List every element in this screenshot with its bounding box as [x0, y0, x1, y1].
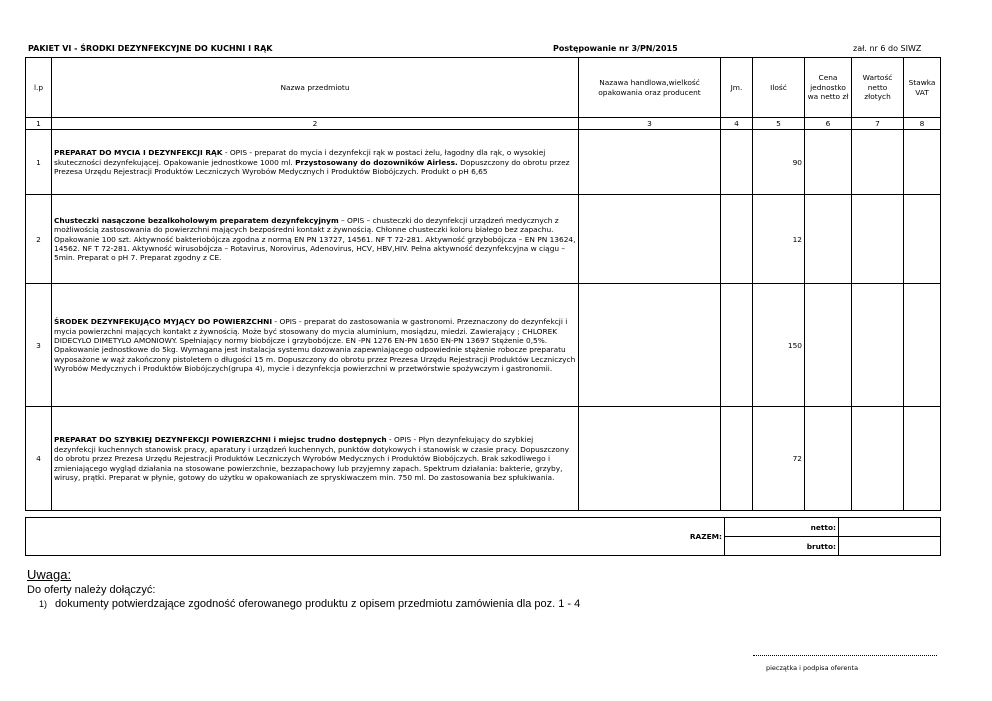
col-number: 7: [852, 118, 904, 130]
row-trade-name-cell[interactable]: [579, 195, 721, 284]
row-price-cell[interactable]: [805, 284, 852, 407]
desc-text: - OPIS - preparat do mycia i dezynfekcji rąk w postaci żelu, łagodny dla rąk, o wysokiej skuteczności dezynfekującej. Opakowanie jednostkowe 1000 ml.: [54, 148, 546, 167]
row-value-cell[interactable]: [852, 195, 904, 284]
row-quantity: 150: [753, 284, 805, 407]
row-trade-name-cell[interactable]: [579, 130, 721, 195]
col-number: 3: [579, 118, 721, 130]
row-unit-cell[interactable]: [721, 284, 753, 407]
desc-text: - OPIS - Płyn dezynfekujący do szybkiej dezynfekcji kuchennych stanowisk pracy, aparatury i urządzeń kuchennych, punktów dotykowych i stanowisk w czasie pracy. Dopuszczony do obrotu przez Prezesa Urzędu Rejestracji Produktów Leczniczych Wyrobów Medycznych i Produktów Biobójczych. Brak szkodliwego i zmieniającego wygląd działania na stosowane powierzchnie, bezzapachowy lub przyjemny zapach. Spektrum działania: bakterie, grzyby, wirusy, prątki. Preparat w płynie, gotowy do użytku w opakowaniach ze spryskiwaczem min. 750 ml. Do zastosowania bez spłukiwania.: [54, 435, 570, 482]
desc-text: – OPIS – chusteczki do dezynfekcji urządzeń medycznych z możliwością zastosowania do powierzchni mających bezpośredni kontakt z żywnością. Chłonne chusteczki koloru białego bez zapachu. Opakowanie 100 szt. Aktywność bakteriobójcza zgodna z normą EN PN 13727, 14561. NF T 72-281. Aktywność grzybobójcza – EN PN 13624, 14562. NF T 72-281. Aktywność wirusobójcza – Rotavirus, Norovirus, Adenovirus, HCV, HBV,HIV. Pełna aktywność dezynfekcyjna w ciągu – 5min. Preparat o pH 7. Preparat zgodny z CE.: [54, 215, 576, 263]
row-description: [52, 130, 579, 195]
col-header-unit-price: Cena jednostko wa netto zł: [805, 58, 852, 118]
row-description: [52, 284, 579, 407]
table-row: [26, 195, 941, 284]
row-description: [52, 195, 579, 284]
row-quantity: 90: [753, 130, 805, 195]
signature-label: pieczątka i podpisa oferenta: [766, 664, 859, 672]
row-price-cell[interactable]: [805, 407, 852, 511]
row-description: [52, 407, 579, 511]
row-vat-cell[interactable]: [904, 195, 941, 284]
col-number: 8: [904, 118, 941, 130]
brutto-label: brutto:: [725, 537, 839, 556]
table-row: [26, 284, 941, 407]
desc-text: - OPIS - preparat do zastosowania w gastronomi. Przeznaczony do dezynfekcji i mycia powierzchni mających kontakt z żywnością. Może być stosowany do mycia aluminium, mosiądzu, miedzi. Zawierający ; CHLOREK DIDECYLO DIMETYLO AMONIOWY. Spełniający normy biobójcze i grzybobójcze. EN -PN 1276 EN-PN 1650 EN-PN 13697 Stężenie 0,5%. Opakowanie jednostkowe do 5kg. Wymagana jest instalacja systemu dozowania zapewniającego odpowiednie stężenie robocze preparatu wyposażone w wąż zakończony pistoletem o długości 15 m. Dopuszczony do obrotu przez Prezesa Urzędu Rejestracji Produktów Leczniczych Wyrobów Medycznych i Produktów Biobójczych(grupa 4), mycie i dezynfekcja powierzchni w przetwórstwie spożywczym i gastronomii.: [54, 317, 576, 374]
desc-bold: Przystosowany do dozowników Airless.: [295, 157, 458, 167]
desc-bold: PREPARAT DO SZYBKIEJ DEZYNFEKCJI POWIERZCHNI i miejsc trudno dostępnych: [54, 435, 387, 445]
notes-heading: Uwaga:: [27, 567, 72, 582]
row-value-cell[interactable]: [852, 284, 904, 407]
procedure-number: Postępowanie nr 3/PN/2015: [553, 44, 678, 53]
row-value-cell[interactable]: [852, 130, 904, 195]
col-number: 2: [52, 118, 579, 130]
row-lp: 1: [26, 130, 52, 195]
col-number: 4: [721, 118, 753, 130]
desc-bold: ŚRODEK DEZYNFEKUJĄCO MYJĄCY DO POWIERZCHNI: [54, 317, 273, 327]
col-number: 6: [805, 118, 852, 130]
netto-value-cell[interactable]: [839, 518, 941, 537]
notes-intro: Do oferty należy dołączyć:: [27, 584, 156, 596]
brutto-value-cell[interactable]: [839, 537, 941, 556]
notes-section: [27, 567, 580, 610]
row-price-cell[interactable]: [805, 195, 852, 284]
row-trade-name-cell[interactable]: [579, 284, 721, 407]
row-unit-cell[interactable]: [721, 130, 753, 195]
row-unit-cell[interactable]: [721, 195, 753, 284]
desc-bold: Chusteczki nasączone bezalkoholowym preparatem dezynfekcyjnym: [54, 215, 339, 225]
row-unit-cell[interactable]: [721, 407, 753, 511]
package-title: PAKIET VI - ŚRODKI DEZYNFEKCYJNE DO KUCHNI I RĄK: [28, 44, 273, 53]
col-header-quantity: Ilość: [753, 58, 805, 118]
column-number-row: [26, 118, 941, 130]
list-item: [27, 598, 580, 610]
row-quantity: 72: [753, 407, 805, 511]
desc-text: Dopuszczony do obrotu przez Prezesa Urzędu Rejestracji Produktów Leczniczych Wyrobów Medycznych i Produktów Biobójczych. Produkt o pH 6,65: [54, 157, 570, 177]
attachment-label: zał. nr 6 do SIWZ: [853, 44, 922, 53]
row-lp: 2: [26, 195, 52, 284]
row-value-cell[interactable]: [852, 407, 904, 511]
table-header-row: [26, 58, 941, 118]
note-number: 1): [38, 599, 47, 609]
col-number: 5: [753, 118, 805, 130]
row-trade-name-cell[interactable]: [579, 407, 721, 511]
table-row: [26, 130, 941, 195]
items-table: [25, 57, 941, 511]
col-header-name: Nazwa przedmiotu: [52, 58, 579, 118]
col-header-trade-name: Nazawa handlowa,wielkość opakowania oraz producent: [579, 58, 721, 118]
row-vat-cell[interactable]: [904, 284, 941, 407]
summary-table: [25, 517, 941, 556]
row-vat-cell[interactable]: [904, 407, 941, 511]
note-text: dokumenty potwierdzające zgodność oferowanego produktu z opisem przedmiotu zamówienia dla poz. 1 - 4: [55, 598, 581, 610]
col-number: 1: [26, 118, 52, 130]
desc-bold: PREPARAT DO MYCIA I DEZYNFEKCJI RĄK: [54, 148, 223, 158]
row-price-cell[interactable]: [805, 130, 852, 195]
netto-label: netto:: [725, 518, 839, 537]
table-row: [26, 407, 941, 511]
col-header-net-value: Wartość netto złotych: [852, 58, 904, 118]
col-header-lp: l.p: [26, 58, 52, 118]
signature-line: [753, 655, 937, 656]
row-quantity: 12: [753, 195, 805, 284]
col-header-vat: Stawka VAT: [904, 58, 941, 118]
row-lp: 3: [26, 284, 52, 407]
row-vat-cell[interactable]: [904, 130, 941, 195]
razem-label: RAZEM:: [26, 518, 725, 556]
row-lp: 4: [26, 407, 52, 511]
col-header-unit: Jm.: [721, 58, 753, 118]
